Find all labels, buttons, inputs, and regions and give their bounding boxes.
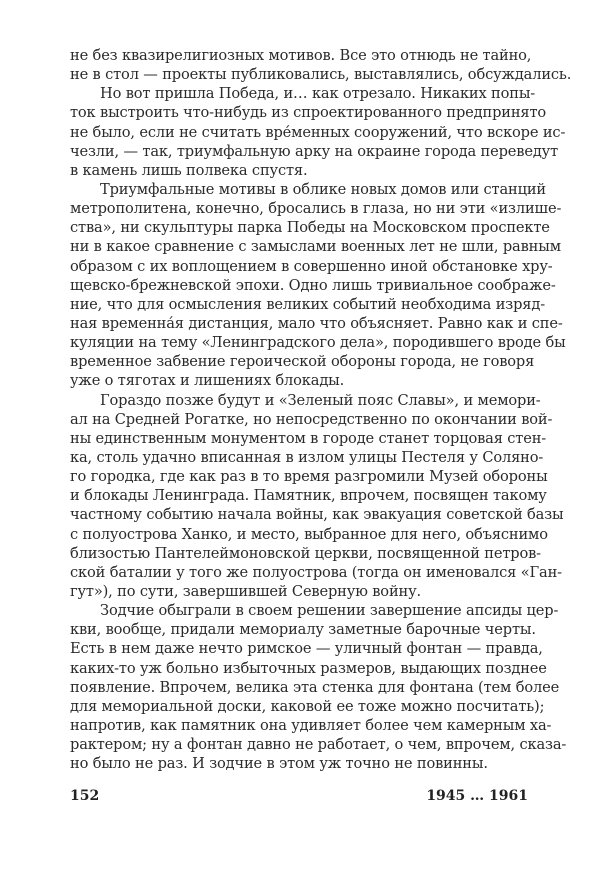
text-line: ние, что для осмысления великих событий необходима изряд- bbox=[70, 295, 545, 313]
text-line: Гораздо позже будут и «Зеленый пояс Славы», и мемори- bbox=[100, 391, 541, 409]
text-line: появление. Впрочем, велика эта стенка для фонтана (тем более bbox=[70, 678, 560, 696]
text-line: не в стол — проекты публиковались, выставлялись, обсуждались. bbox=[70, 66, 572, 84]
text-line: щевско-брежневской эпохи. Одно лишь тривиальное соображе- bbox=[70, 276, 556, 294]
text-line: временное забвение героической обороны города, не говоря bbox=[70, 353, 535, 371]
paragraph bbox=[70, 391, 564, 602]
text-line: близостью Пантелеймоновской церкви, посвященной петров- bbox=[70, 544, 541, 562]
running-title: 1945 … 1961 bbox=[426, 788, 528, 804]
text-line: не без квазирелигиозных мотивов. Все это отнюдь не тайно, bbox=[70, 47, 532, 64]
text-line: го городка, где как раз в то время разгромили Музей обороны bbox=[70, 468, 548, 486]
text-line: но было не раз. И зодчие в этом уж точно не повинны. bbox=[70, 755, 488, 773]
text-line: метрополитена, конечно, бросались в глаза, но ни эти «излише- bbox=[70, 200, 562, 218]
text-line: Триумфальные мотивы в облике новых домов или станций bbox=[100, 180, 546, 198]
text-line: частному событию начала войны, как эвакуация советской базы bbox=[70, 506, 564, 524]
text-line: рактером; ну а фонтан давно не работает, о чем, впрочем, сказа- bbox=[70, 736, 567, 754]
text-line: напротив, как памятник она удивляет более чем камерным ха- bbox=[70, 716, 552, 734]
text-line: ная временна́я дистанция, мало что объясняет. Равно как и спе- bbox=[70, 314, 563, 332]
text-line: с полуострова Ханко, и место, выбранное для него, объяснимо bbox=[70, 525, 548, 543]
text-line: Есть в нем даже нечто римское — уличный фонтан — правда, bbox=[70, 640, 543, 658]
text-line: ал на Средней Рогатке, но непосредственно по окончании вой- bbox=[70, 410, 553, 428]
text-line: для мемориальной доски, каковой ее тоже можно посчитать); bbox=[70, 697, 545, 715]
text-line: Но вот пришла Победа, и… как отрезало. Никаких попы- bbox=[100, 85, 536, 103]
text-line: ны единственным монументом в городе станет торцовая стен- bbox=[70, 429, 547, 447]
text-line: чезли, — так, триумфальную арку на окраине города переведут bbox=[70, 142, 559, 160]
page-number: 152 bbox=[70, 788, 100, 804]
page-footer bbox=[70, 788, 528, 804]
text-line: не было, если не считать вре́менных сооружений, что вскоре ис- bbox=[70, 123, 566, 141]
text-line: ства», ни скульптуры парка Победы на Московском проспекте bbox=[70, 219, 550, 237]
paragraph bbox=[70, 46, 572, 84]
text-line: образом с их воплощением в совершенно иной обстановке хру- bbox=[70, 257, 553, 275]
text-line: и блокады Ленинграда. Памятник, впрочем, посвящен такому bbox=[70, 487, 547, 505]
text-line: ток выстроить что-нибудь из спроектированного предпринято bbox=[70, 104, 547, 122]
text-line: в камень лишь полвека спустя. bbox=[70, 161, 308, 179]
text-line: ни в какое сравнение с замыслами военных лет не шли, равным bbox=[70, 238, 561, 256]
body-text bbox=[70, 46, 572, 773]
text-line: ской баталии у того же полуострова (тогда он именовался «Ган- bbox=[70, 563, 562, 581]
text-line: ка, столь удачно вписанная в излом улицы Пестеля у Соляно- bbox=[70, 448, 544, 466]
paragraph bbox=[70, 180, 566, 391]
text-line: кви, вообще, придали мемориалу заметные барочные черты. bbox=[70, 621, 536, 639]
paragraph bbox=[70, 601, 567, 773]
text-line: куляции на тему «Ленинградского дела», породившего вроде бы bbox=[70, 334, 566, 352]
paragraph bbox=[70, 84, 566, 180]
text-line: каких-то уж больно избыточных размеров, выдающих позднее bbox=[70, 659, 547, 677]
text-line: уже о тяготах и лишениях блокады. bbox=[70, 372, 345, 390]
text-line: гут»), по сути, завершившей Северную войну. bbox=[70, 582, 422, 600]
text-line: Зодчие обыграли в своем решении завершение апсиды цер- bbox=[100, 602, 559, 620]
